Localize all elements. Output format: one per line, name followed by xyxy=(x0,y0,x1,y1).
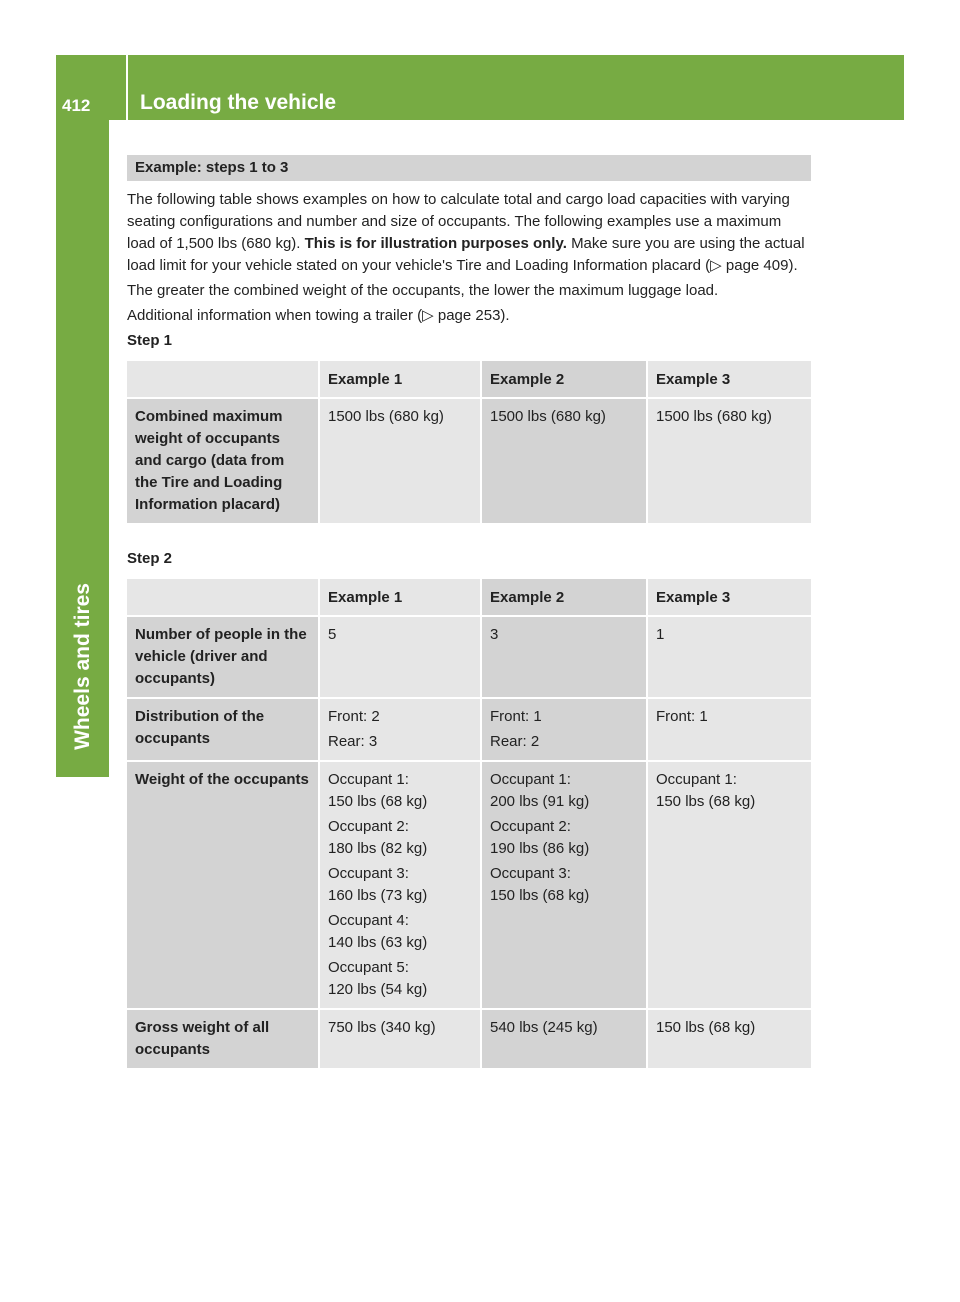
table-cell: 1500 lbs (680 kg) xyxy=(646,399,811,525)
table-cell: Front: 1 Rear: 2 xyxy=(482,699,646,762)
table-cell: 1500 lbs (680 kg) xyxy=(482,399,646,525)
column-header-empty xyxy=(127,361,318,399)
table-cell: 5 xyxy=(318,617,482,699)
table-row xyxy=(127,617,811,699)
row-header: Combined maximum weight of occupants and cargo (data from the Tire and Loading Information placard) xyxy=(127,399,318,525)
table-row xyxy=(127,399,811,525)
page-ref-arrow-icon: ▷ xyxy=(422,307,434,324)
column-header: Example 2 xyxy=(482,361,646,399)
table-cell: Occupant 1: 150 lbs (68 kg) xyxy=(646,762,811,1010)
table-cell: Occupant 1: 200 lbs (91 kg) Occupant 2: 190 lbs (86 kg) Occupant 3: 150 lbs (68 kg) xyxy=(482,762,646,1010)
table-header-row xyxy=(127,361,811,399)
luggage-paragraph: The greater the combined weight of the occupants, the lower the maximum luggage load. xyxy=(127,282,719,299)
table-cell: Front: 1 xyxy=(646,699,811,762)
page-number: 412 xyxy=(62,96,91,115)
section-heading: Example: steps 1 to 3 xyxy=(127,155,811,181)
header-divider xyxy=(126,55,128,120)
page-content xyxy=(127,155,811,1070)
table-cell: Front: 2 Rear: 3 xyxy=(318,699,482,762)
column-header: Example 1 xyxy=(318,579,482,617)
step-1-table xyxy=(127,361,811,525)
side-tab-label: Wheels and tires xyxy=(70,583,94,750)
table-header-row xyxy=(127,579,811,617)
step-1-label: Step 1 xyxy=(127,332,173,349)
table-cell: 1500 lbs (680 kg) xyxy=(318,399,482,525)
table-cell: 3 xyxy=(482,617,646,699)
column-header: Example 2 xyxy=(482,579,646,617)
table-cell: 540 lbs (245 kg) xyxy=(482,1010,646,1070)
table-cell: Occupant 1: 150 lbs (68 kg) Occupant 2: 180 lbs (82 kg) Occupant 3: 160 lbs (73 kg) Occupant 4: 140 lbs (63 kg) Occupant 5: 120 lbs (54 kg) xyxy=(318,762,482,1010)
table-cell: 750 lbs (340 kg) xyxy=(318,1010,482,1070)
intro-paragraph: The following table shows examples on how to calculate total and cargo load capacities with varying seating configurations and number and size of occupants. The following examples use a maximum load of 1,500 lbs (680 kg). This is for illustration purposes only. Make sure you are using the actual load limit for your vehicle stated on your vehicle's Tire and Loading Information placard (▷ page 409). xyxy=(127,191,805,274)
towing-paragraph: Additional information when towing a trailer (▷ page 253). xyxy=(127,307,510,324)
column-header: Example 3 xyxy=(646,579,811,617)
step-2-table xyxy=(127,579,811,1070)
column-header: Example 1 xyxy=(318,361,482,399)
column-header: Example 3 xyxy=(646,361,811,399)
page-ref-409[interactable]: page 409). xyxy=(721,257,798,274)
illustration-note: This is for illustration purposes only. xyxy=(304,235,567,252)
step-2-label: Step 2 xyxy=(127,550,173,567)
table-row xyxy=(127,1010,811,1070)
table-row xyxy=(127,699,811,762)
table-cell: 150 lbs (68 kg) xyxy=(646,1010,811,1070)
page-title: Loading the vehicle xyxy=(140,91,337,114)
row-header: Number of people in the vehicle (driver and occupants) xyxy=(127,617,318,699)
row-header: Gross weight of all occupants xyxy=(127,1010,318,1070)
page-ref-253[interactable]: page 253). xyxy=(433,307,510,324)
column-header-empty xyxy=(127,579,318,617)
table-cell: 1 xyxy=(646,617,811,699)
row-header: Weight of the occupants xyxy=(127,762,318,1010)
page-ref-arrow-icon: ▷ xyxy=(710,257,722,274)
table-row xyxy=(127,762,811,1010)
row-header: Distribution of the occupants xyxy=(127,699,318,762)
